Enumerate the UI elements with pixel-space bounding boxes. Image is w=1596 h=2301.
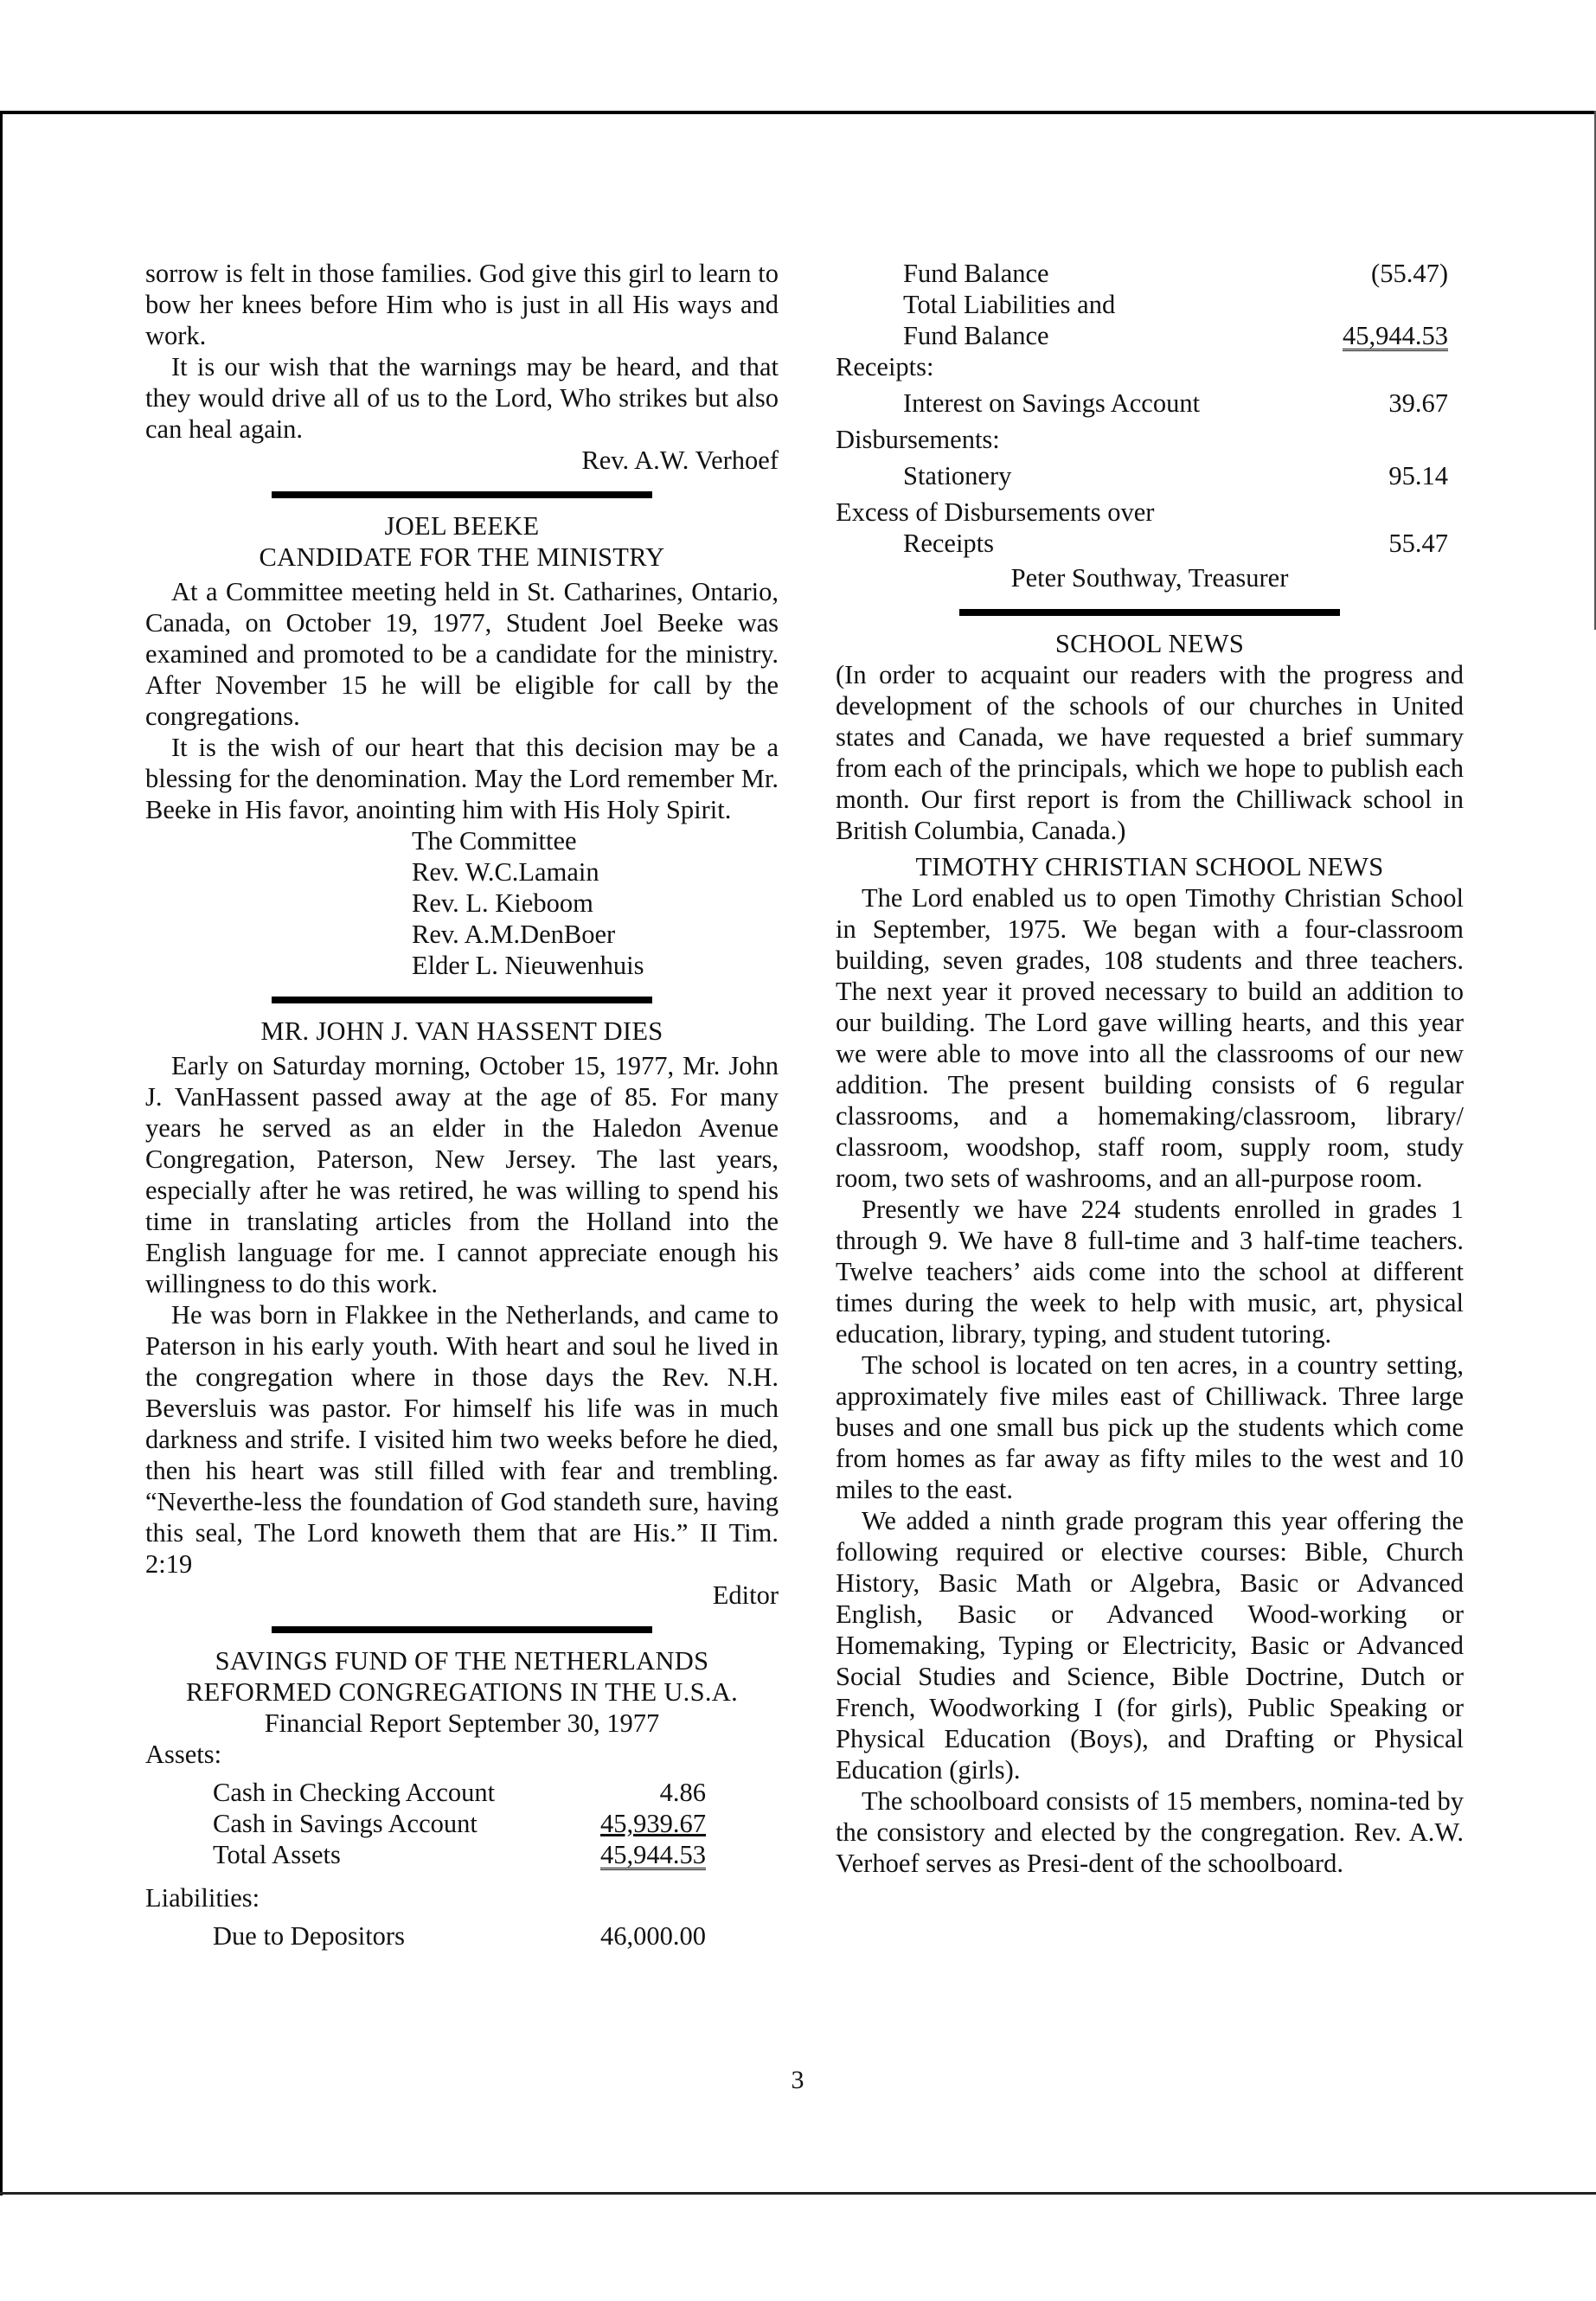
- assets-label: Assets:: [145, 1740, 222, 1769]
- section-divider: [272, 1626, 652, 1633]
- cash-savings-value: 45,939.67: [600, 1809, 706, 1838]
- beeke-paragraph-2: It is the wish of our heart that this decision may be a blessing for the denomination. May the Lord remember Mr. Beeke in His favor, anointing him with His Holy Spirit.: [145, 733, 779, 824]
- interest-label: Interest on Savings Account: [903, 388, 1201, 418]
- signature-line: Rev. W.C.Lamain: [412, 857, 599, 887]
- section-divider: [272, 997, 652, 1003]
- disbursements-label: Disbursements:: [836, 425, 1000, 454]
- due-depositors-value: 46,000.00: [600, 1921, 706, 1951]
- interest-value: 39.67: [1388, 388, 1448, 418]
- vanhassent-paragraph-1: Early on Saturday morning, October 15, 1977, Mr. John J. VanHassent passed away at the age of 85. For many years he served as an elder in the Haledon Avenue Congregation, Paterson, New Jersey. The last years, especially after he was retired, he was willing to spend his time in translating articles from the Holland into the English language for me. I cannot appreciate enough his willingness to do this work.: [145, 1051, 779, 1298]
- page-border-bottom: [0, 2192, 1596, 2195]
- assets-table: [145, 1739, 706, 1952]
- signature-line: Rev. A.M.DenBoer: [412, 920, 616, 949]
- signature-line: Elder L. Nieuwenhuis: [412, 951, 644, 980]
- timothy-paragraph-2: Presently we have 224 students enrolled in grades 1 through 9. We have 8 full-time and 3 half-time teachers. Twelve teachers’ aids come into the school at different times during the week to help with music, art, physical education, library, typing, and student tutoring.: [836, 1195, 1464, 1349]
- timothy-paragraph-1: The Lord enabled us to open Timothy Christian School in September, 1975. We began with a four-classroom building, seven grades, 108 students and three teachers. The next year it proved necessary to build an addition to our building. The Lord gave willing hearts, and this year we were able to move into all the classrooms of our new addition. The present building consists of 6 regular classrooms, and a homemaking/classroom, library/ classroom, woodshop, staff room, supply room, study room, two sets of washrooms, and an all-purpose room.: [836, 883, 1464, 1193]
- fund-balance-value: (55.47): [1371, 259, 1448, 288]
- section-divider: [959, 609, 1340, 616]
- timothy-title: TIMOTHY CHRISTIAN SCHOOL NEWS: [915, 852, 1384, 881]
- stationery-value: 95.14: [1388, 461, 1448, 490]
- receipts-label: Receipts:: [836, 352, 934, 381]
- page-border-left: [0, 111, 3, 2195]
- intro-signature: Rev. A.W. Verhoef: [581, 445, 779, 475]
- right-column: [836, 258, 1464, 1879]
- excess-label-line2: Receipts: [903, 529, 995, 558]
- cash-checking-value: 4.86: [659, 1778, 706, 1807]
- signature-line: The Committee: [412, 826, 577, 856]
- section-divider: [272, 491, 652, 498]
- vanhassent-title: MR. JOHN J. VAN HASSENT DIES: [260, 1016, 663, 1046]
- timothy-paragraph-5: The schoolboard consists of 15 members, nomina-ted by the consistory and elected by the congregation. Rev. A.W. Verhoef serves as Presi-dent of the schoolboard.: [836, 1786, 1464, 1878]
- total-liabilities-label-line1: Total Liabilities and: [903, 290, 1116, 319]
- left-column: [145, 258, 779, 1952]
- excess-value: 55.47: [1388, 529, 1448, 558]
- beeke-paragraph-1: At a Committee meeting held in St. Catharines, Ontario, Canada, on October 19, 1977, Student Joel Beeke was examined and promoted to be a candidate for the ministry. After November 15 he will be eligible for call by the congregations.: [145, 577, 779, 731]
- report-continued-table: [836, 258, 1448, 559]
- intro-paragraph-1: sorrow is felt in those families. God give this girl to learn to bow her knees before Him who is just in all His ways and work.: [145, 259, 779, 350]
- vanhassent-signature: Editor: [712, 1580, 779, 1610]
- total-liabilities-label-line2: Fund Balance: [903, 321, 1049, 350]
- vanhassent-paragraph-2: He was born in Flakkee in the Netherlands, and came to Paterson in his early youth. With heart and soul he lived in the congregation where in those days the Rev. N.H. Beversluis was pastor. For himself his life was in much darkness and strife. I visited him two weeks before he died, then his heart was still filled with fear and trembling. “Neverthe-less the foundation of God standeth sure, having this seal, The Lord knoweth them that are His.” II Tim. 2:19: [145, 1300, 779, 1579]
- excess-label-line1: Excess of Disbursements over: [836, 497, 1155, 527]
- page-border-top: [0, 111, 1596, 114]
- school-news-intro: (In order to acquaint our readers with the progress and development of the schools of our churches in United states and Canada, we have requested a brief summary from each of the principals, which we hope to publish each month. Our first report is from the Chilliwack school in British Columbia, Canada.): [836, 660, 1464, 845]
- page-number: 3: [791, 2066, 804, 2094]
- total-assets-label: Total Assets: [213, 1840, 341, 1869]
- savings-title-line1: SAVINGS FUND OF THE NETHERLANDS: [215, 1646, 709, 1676]
- treasurer-signature: Peter Southway, Treasurer: [1010, 563, 1289, 593]
- liabilities-label: Liabilities:: [145, 1883, 260, 1913]
- savings-title-line2: REFORMED CONGREGATIONS IN THE U.S.A.: [185, 1677, 739, 1707]
- total-liabilities-value: 45,944.53: [1343, 321, 1448, 350]
- signature-line: Rev. L. Kieboom: [412, 888, 593, 918]
- total-assets-value: 45,944.53: [600, 1840, 706, 1869]
- cash-savings-label: Cash in Savings Account: [213, 1809, 478, 1838]
- intro-paragraph-2: It is our wish that the warnings may be heard, and that they would drive all of us to the Lord, Who strikes but also can heal again.: [145, 352, 779, 444]
- committee-signature-block: [412, 825, 779, 981]
- beeke-title-line2: CANDIDATE FOR THE MINISTRY: [259, 542, 665, 572]
- timothy-paragraph-3: The school is located on ten acres, in a country setting, approximately five miles east of Chilliwack. Three large buses and one small bus pick up the students which come from homes as far away as fifty miles to the west and 10 miles to the east.: [836, 1350, 1464, 1504]
- savings-subtitle: Financial Report September 30, 1977: [264, 1708, 660, 1738]
- cash-checking-label: Cash in Checking Account: [213, 1778, 496, 1807]
- due-depositors-label: Due to Depositors: [213, 1921, 405, 1951]
- fund-balance-label: Fund Balance: [903, 259, 1049, 288]
- stationery-label: Stationery: [903, 461, 1012, 490]
- beeke-title-line1: JOEL BEEKE: [384, 511, 540, 541]
- school-news-title: SCHOOL NEWS: [1054, 629, 1245, 658]
- timothy-paragraph-4: We added a ninth grade program this year offering the following required or elective courses: Bible, Church History, Basic Math or Algebra, Basic or Advanced English, Basic or Advanced Wood-working or Homemaking, Typing or Electricity, Basic or Advanced Social Studies and Science, Bible Doctrine, Dutch or French, Woodworking I (for girls), Public Speaking or Physical Education (Boys), and Drafting or Physical Education (girls).: [836, 1506, 1464, 1785]
